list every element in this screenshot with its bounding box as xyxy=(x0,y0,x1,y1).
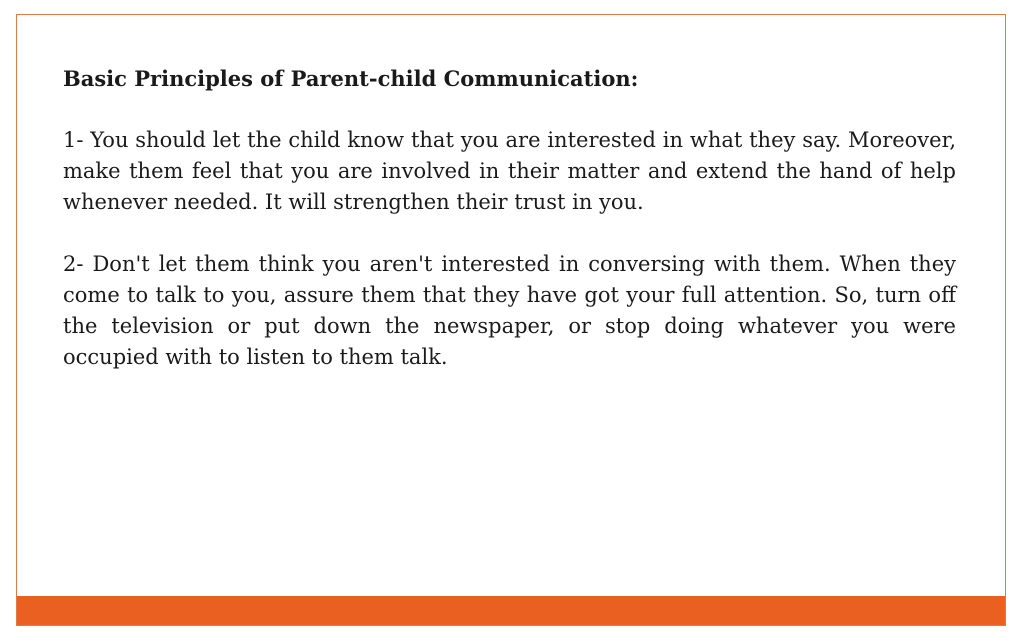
footer-accent-bar xyxy=(17,596,1005,625)
paragraph-2: 2- Don't let them think you aren't interested in conversing with them. When they come to talk to you, assure them that they have got your full attention. So, turn off the television or put down the newspaper, or stop doing whatever you were occupied with to listen to them talk. xyxy=(63,252,956,369)
slide-frame xyxy=(16,14,1006,626)
slide-heading: Basic Principles of Parent-child Communication: xyxy=(63,66,639,91)
paragraph-1: 1- You should let the child know that you are interested in what they say. Moreover, make them feel that you are involved in their matter and extend the hand of help whenever needed. It will strengthen their trust in you. xyxy=(63,128,956,214)
slide-content xyxy=(63,63,956,404)
